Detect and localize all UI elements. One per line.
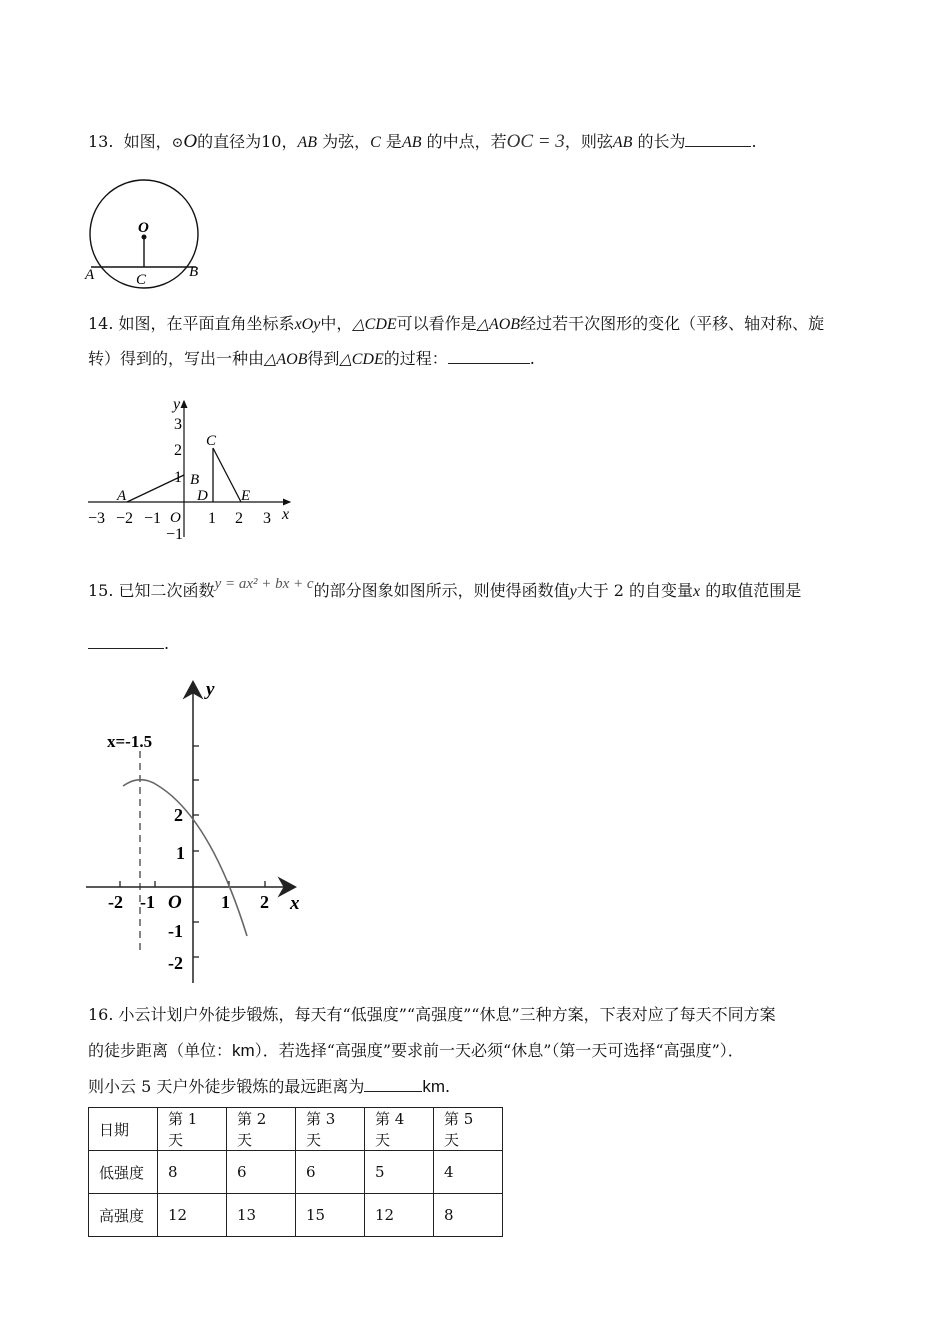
ytick-2: 2 [174, 805, 183, 825]
table-cell: 低强度 [89, 1151, 158, 1194]
table-cell: 5 [365, 1151, 434, 1194]
table-cell: 6 [227, 1151, 296, 1194]
xtick-neg1: -1 [140, 892, 155, 912]
axis-x-label: x [282, 506, 290, 523]
table-header-cell: 日期 [89, 1108, 158, 1151]
xtick-neg1: −1 [144, 510, 162, 527]
table-cell: 15 [296, 1194, 365, 1237]
ytick-1: 1 [174, 469, 182, 486]
label-d: D [197, 488, 208, 504]
origin-label: O [168, 892, 182, 913]
table-header-cell: 第 3 天 [296, 1108, 365, 1151]
xtick-neg3: −3 [88, 510, 106, 527]
xtick-neg2: −2 [116, 510, 134, 527]
q16-number: 16. [88, 1005, 114, 1024]
segment-ce [213, 448, 241, 502]
answer-blank-14[interactable] [448, 345, 530, 364]
label-a: A [117, 488, 127, 504]
label-c: C [206, 433, 217, 449]
label-a: A [85, 267, 95, 283]
ytick-1: 1 [176, 843, 185, 863]
label-b: B [190, 472, 200, 488]
table-cell: 13 [227, 1194, 296, 1237]
ytick-neg1: −1 [166, 526, 184, 543]
ytick-neg1: -1 [168, 921, 183, 941]
table-header-row [89, 1108, 503, 1151]
xtick-3: 3 [263, 510, 271, 527]
table-cell: 高强度 [89, 1194, 158, 1237]
q14-number: 14. [88, 314, 114, 333]
question-14: 14. 如图，在平面直角坐标系xOy中，△CDE可以看作是△AOB经过若干次图形的变化（平移、轴对称、旋 转）得到的，写出一种由△AOB得到△CDE的过程： . [88, 314, 825, 368]
axis-y-label: y [173, 396, 181, 413]
symmetry-label: x=-1.5 [107, 732, 153, 751]
label-b: B [189, 264, 199, 280]
table-header-cell: 第 1 天 [158, 1108, 227, 1151]
table-header-cell: 第 2 天 [227, 1108, 296, 1151]
table-row [89, 1194, 503, 1237]
origin-label: O [170, 510, 181, 526]
xtick-2: 2 [260, 892, 269, 912]
q15-number: 15. [88, 581, 114, 600]
axis-y-label: y [206, 679, 215, 700]
xtick-1: 1 [208, 510, 216, 527]
table-cell: 12 [158, 1194, 227, 1237]
table-cell: 12 [365, 1194, 434, 1237]
table-cell: 4 [434, 1151, 503, 1194]
xtick-neg2: -2 [108, 892, 123, 912]
question-13: 13. 如图，⊙O的直径为10，AB 为弦，C 是AB 的中点，若OC = 3，则弦AB 的长为 . [88, 128, 757, 157]
question-16: 16. 小云计划户外徒步锻炼，每天有“低强度”“高强度”“休息”三种方案，下表对应了每天不同方案 的徒步距离（单位：km）．若选择“高强度”要求前一天必须“休息”（第一天可选择“高强度”）． 则小云 5 天户外徒步锻炼的最远距离为 km. [88, 1005, 776, 1096]
table-cell: 8 [158, 1151, 227, 1194]
label-o: O [138, 220, 149, 236]
figure-13-circle [80, 180, 220, 290]
table-row [89, 1151, 503, 1194]
parabola-curve [123, 780, 247, 936]
question-15: 15. 已知二次函数y = ax² + bx + c的部分图象如图所示，则使得函数值y大于 2 的自变量x 的取值范围是 [88, 576, 802, 600]
label-c: C [136, 272, 147, 288]
table-cell: 6 [296, 1151, 365, 1194]
figure-15-parabola [80, 675, 320, 995]
q13-number: 13. [88, 132, 114, 151]
axis-x-label: x [290, 893, 300, 914]
question-15-answer-line: . [88, 630, 169, 658]
table-cell: 8 [434, 1194, 503, 1237]
ytick-3: 3 [174, 416, 182, 433]
ytick-2: 2 [174, 442, 182, 459]
table-header-cell: 第 4 天 [365, 1108, 434, 1151]
answer-blank-13[interactable] [685, 128, 751, 147]
distance-table [88, 1107, 503, 1237]
label-e: E [241, 488, 251, 504]
answer-blank-16[interactable] [364, 1073, 422, 1092]
xtick-2: 2 [235, 510, 243, 527]
ytick-neg2: -2 [168, 953, 183, 973]
figure-14-coordinate [80, 395, 310, 545]
table-header-cell: 第 5 天 [434, 1108, 503, 1151]
xtick-1: 1 [221, 892, 230, 912]
answer-blank-15[interactable] [88, 630, 164, 649]
